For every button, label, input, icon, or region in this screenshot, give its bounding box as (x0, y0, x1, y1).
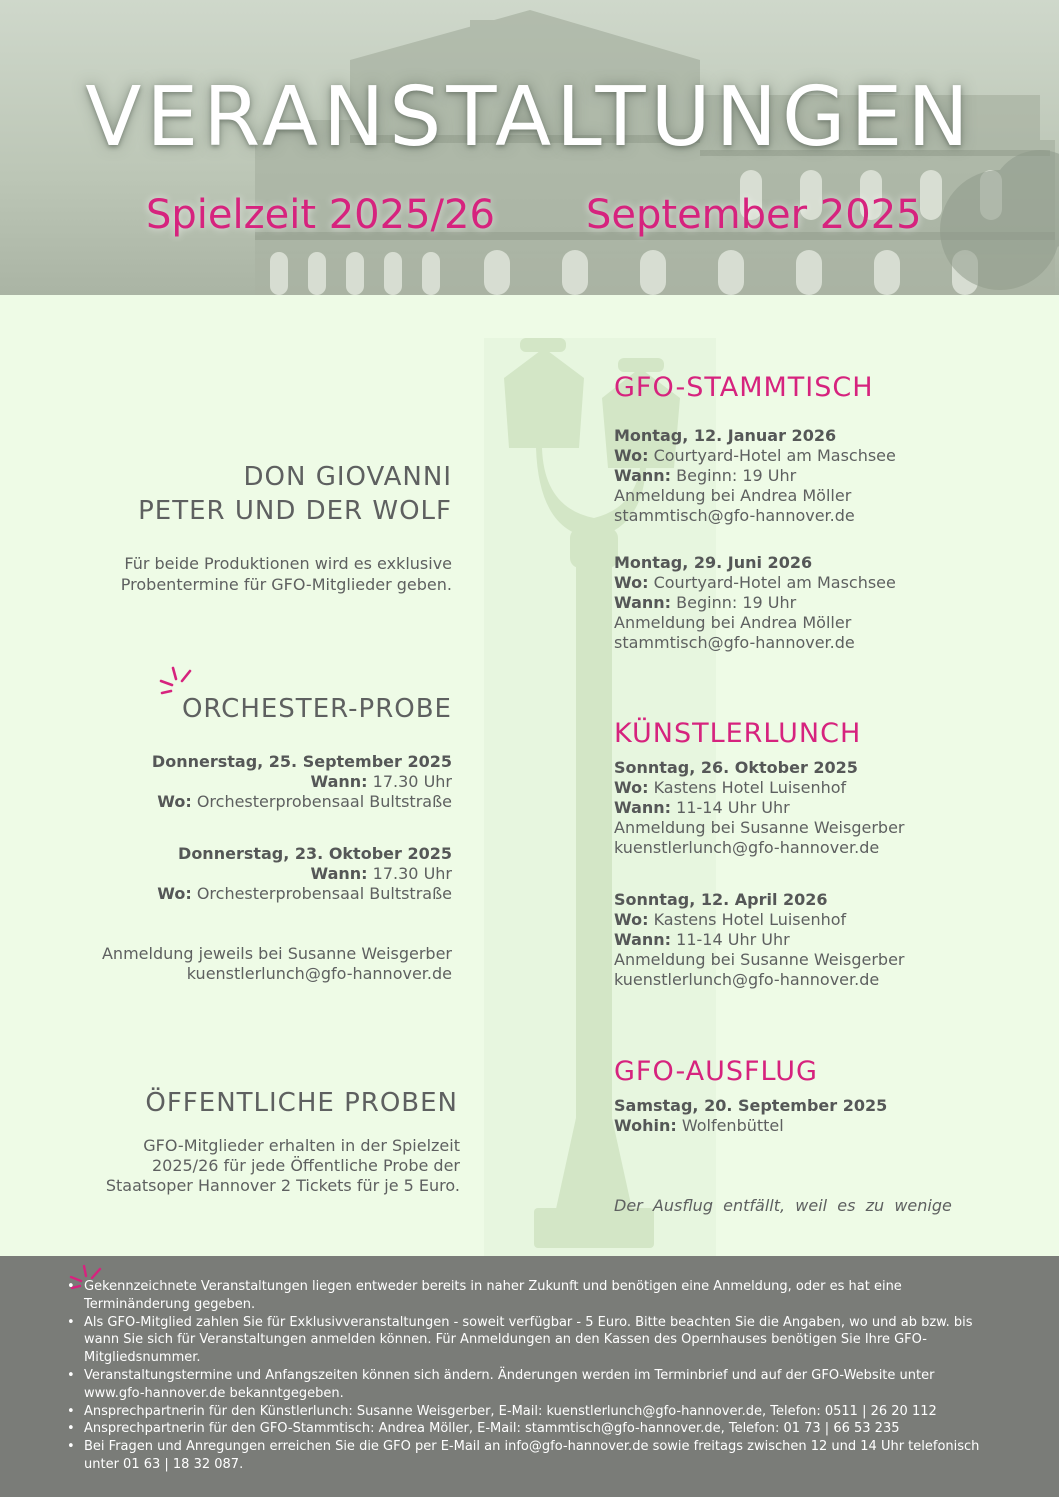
wo-value: Kastens Hotel Luisenhof (653, 910, 847, 929)
oeffentlich-heading: ÖFFENTLICHE PROBEN (145, 1088, 458, 1118)
wann-label: Wann: (614, 930, 672, 949)
wohin-label: Wohin: (614, 1116, 677, 1135)
date-day: Sonntag, 26. Oktober 2025 (614, 758, 858, 777)
wo-label: Wo: (614, 573, 649, 592)
footer-notes (0, 1256, 1059, 1497)
wann-label: Wann: (310, 864, 368, 883)
orchester-date-2 (60, 844, 452, 904)
footer-line: • Ansprechpartnerin für den GFO-Stammtisch: Andrea Möller, E-Mail: stammtisch@gfo-hannover.de, Telefon: 01 73 | 66 53 235 (84, 1421, 900, 1437)
orchester-heading: ORCHESTER-PROBE (181, 694, 452, 724)
oeffentlich-line: Staatsoper Hannover 2 Tickets für je 5 Euro. (105, 1176, 460, 1195)
anmeldung-email[interactable]: stammtisch@gfo-hannover.de (614, 633, 855, 652)
anmeldung-email[interactable]: stammtisch@gfo-hannover.de (614, 506, 855, 525)
month-label: September 2025 (586, 192, 922, 238)
orchester-date-1 (60, 752, 452, 812)
page-title: VERANSTALTUNGEN (85, 70, 974, 165)
ausflug-heading: GFO-AUSFLUG (614, 1056, 818, 1087)
season-label: Spielzeit 2025/26 (146, 192, 495, 238)
anmeldung-text: Anmeldung bei Susanne Weisgerber (614, 950, 905, 969)
productions-section (60, 460, 452, 528)
lunch-date-1 (614, 758, 974, 858)
date-day: Donnerstag, 23. Oktober 2025 (178, 844, 452, 863)
date-day: Montag, 12. Januar 2026 (614, 426, 837, 445)
anmeldung-text: Anmeldung bei Andrea Möller (614, 486, 852, 505)
wann-value: 11-14 Uhr Uhr (676, 798, 790, 817)
wo-value: Courtyard-Hotel am Maschsee (653, 446, 896, 465)
anmeldung-text: Anmeldung bei Andrea Möller (614, 613, 852, 632)
orchester-anmeldung (60, 944, 452, 984)
stammtisch-date-1 (614, 426, 974, 526)
wann-value: Beginn: 19 Uhr (676, 466, 797, 485)
wo-label: Wo: (614, 910, 649, 929)
footer-item (84, 1438, 1004, 1474)
production-peter-wolf: PETER UND DER WOLF (138, 496, 452, 526)
productions-text (60, 553, 452, 595)
wann-value: 17.30 Uhr (372, 864, 452, 883)
footer-item (84, 1403, 1004, 1421)
anmeldung-email[interactable]: kuenstlerlunch@gfo-hannover.de (186, 964, 452, 983)
footer-line: Mitgliedsnummer. (84, 1350, 201, 1366)
footer-line: unter 01 63 | 18 32 087. (84, 1456, 244, 1472)
wann-label: Wann: (310, 772, 368, 791)
wann-label: Wann: (614, 593, 672, 612)
footer-line: wann Sie sich für Veranstaltungen anmelden können. Für Anmeldungen an den Kassen des Opernhauses benötigen Sie Ihre GFO- (84, 1332, 927, 1348)
date-day: Samstag, 20. September 2025 (614, 1096, 888, 1115)
footer-item (84, 1367, 1004, 1403)
footer-line: • Gekennzeichnete Veranstaltungen liegen entweder bereits in naher Zukunft und benötigen eine Anmeldung, oder es hat eine (84, 1279, 902, 1294)
footer-item (84, 1314, 1004, 1367)
date-day: Montag, 29. Juni 2026 (614, 553, 813, 572)
wo-value: Kastens Hotel Luisenhof (653, 778, 847, 797)
stammtisch-date-2 (614, 553, 974, 653)
stammtisch-heading: GFO-STAMMTISCH (614, 372, 874, 403)
date-day: Sonntag, 12. April 2026 (614, 890, 828, 909)
wann-value: 11-14 Uhr Uhr (676, 930, 790, 949)
productions-text-line: Probentermine für GFO-Mitglieder geben. (120, 575, 452, 594)
oeffentlich-line: GFO-Mitglieder erhalten in der Spielzeit (143, 1136, 460, 1155)
footer-line: • Veranstaltungstermine und Anfangszeiten können sich ändern. Änderungen werden im Terminbrief und auf der GFO-Website unter (84, 1367, 935, 1383)
sparkle-icon (158, 665, 194, 695)
wann-label: Wann: (614, 466, 672, 485)
productions-text-line: Für beide Produktionen wird es exklusive (124, 554, 452, 573)
anmeldung-text: Anmeldung bei Susanne Weisgerber (614, 818, 905, 837)
wann-value: 17.30 Uhr (372, 772, 452, 791)
wann-label: Wann: (614, 798, 672, 817)
footer-line: • Bei Fragen und Anregungen erreichen Sie die GFO per E-Mail an info@gfo-hannover.de sowie freitags zwischen 12 und 14 Uhr telefonisch (84, 1439, 980, 1455)
ausflug-details (614, 1096, 974, 1136)
footer-line: • Ansprechpartnerin für den Künstlerlunch: Susanne Weisgerber, E-Mail: kuenstlerlunch@gfo-hannover.de, Telefon: 0511 | 26 20 112 (84, 1403, 937, 1419)
wo-value: Orchesterprobensaal Bultstraße (196, 792, 452, 811)
wo-value: Orchesterprobensaal Bultstraße (196, 884, 452, 903)
lunch-date-2 (614, 890, 974, 990)
footer-list (84, 1278, 1004, 1474)
wann-value: Beginn: 19 Uhr (676, 593, 797, 612)
wo-label: Wo: (614, 446, 649, 465)
footer-line: Terminänderung gegeben. (84, 1296, 256, 1312)
production-don-giovanni: DON GIOVANNI (243, 462, 452, 492)
oeffentlich-text (60, 1136, 460, 1196)
lunch-heading: KÜNSTLERLUNCH (614, 718, 862, 749)
anmeldung-email[interactable]: kuenstlerlunch@gfo-hannover.de (614, 838, 880, 857)
footer-item (84, 1420, 1004, 1438)
wo-value: Courtyard-Hotel am Maschsee (653, 573, 896, 592)
anmeldung-email[interactable]: kuenstlerlunch@gfo-hannover.de (614, 970, 880, 989)
oeffentlich-line: 2025/26 für jede Öffentliche Probe der (151, 1156, 460, 1175)
footer-item (84, 1278, 1004, 1314)
wo-label: Wo: (614, 778, 649, 797)
date-day: Donnerstag, 25. September 2025 (151, 752, 452, 771)
footer-line: • Als GFO-Mitglied zahlen Sie für Exklusivveranstaltungen - soweit verfügbar - 5 Euro. Bitte beachten Sie die Angaben, wo und ab bzw. bis (84, 1314, 973, 1330)
ausflug-note-line: Der Ausflug entfällt, weil es zu wenige (614, 1196, 952, 1215)
header-banner (0, 0, 1059, 295)
wohin-value: Wolfenbüttel (681, 1116, 784, 1135)
footer-line: www.gfo-hannover.de bekanntgegeben. (84, 1385, 344, 1401)
wo-label: Wo: (157, 884, 192, 903)
wo-label: Wo: (157, 792, 192, 811)
anmeldung-text: Anmeldung jeweils bei Susanne Weisgerber (101, 944, 452, 963)
